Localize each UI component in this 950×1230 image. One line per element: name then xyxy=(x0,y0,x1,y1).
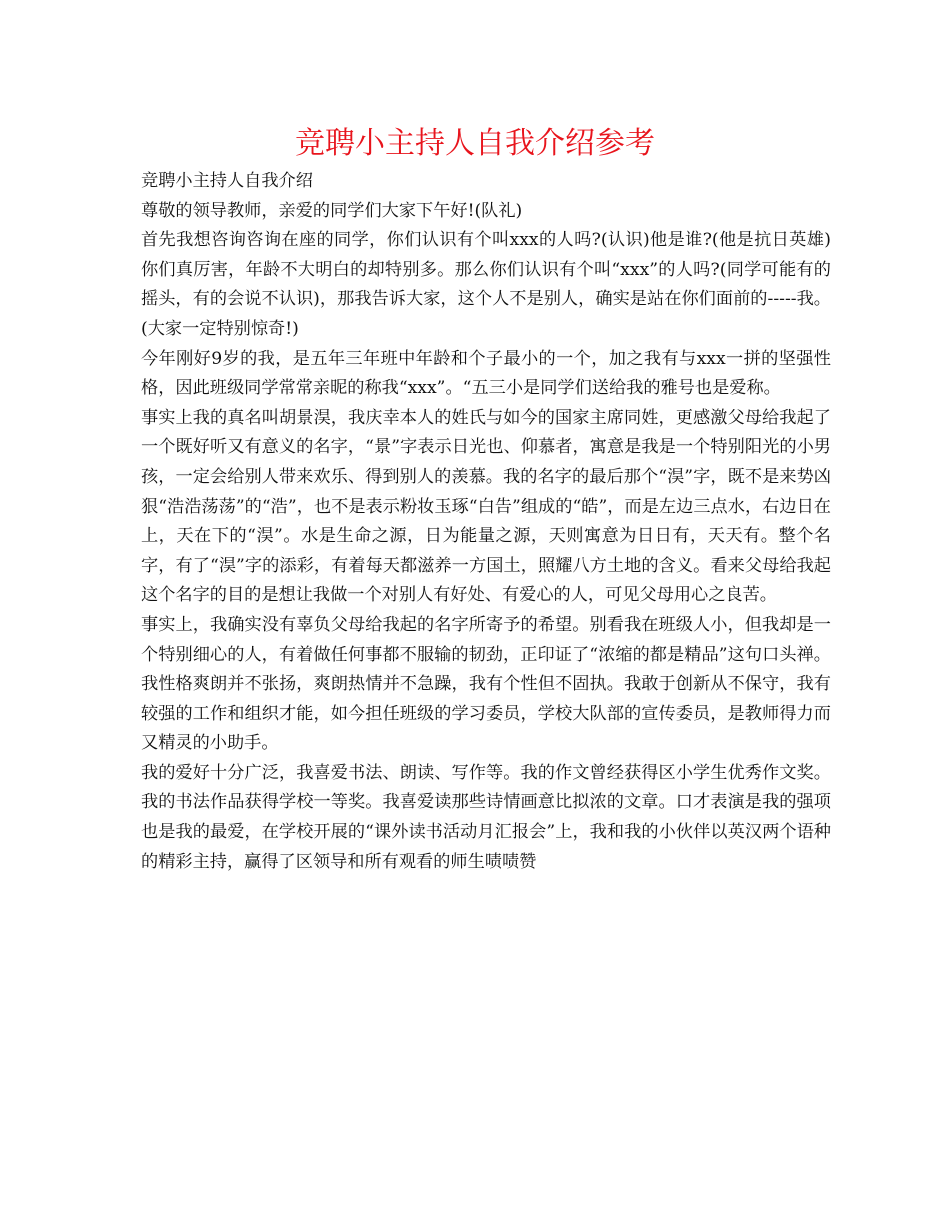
paragraph-greeting: 尊敬的领导教师，亲爱的同学们大家下午好!(队礼) xyxy=(141,200,523,221)
paragraph-hobbies: 我的爱好十分广泛，我喜爱书法、朗读、写作等。我的作文曾经获得区小学生优秀作文奖。我的书法作品获得学校一等奖。我喜爱读那些诗情画意比拟浓的文章。口才表演是我的强项也是我的最爱，在学校开展的“课外读书活动月汇报会”上，我和我的小伙伴以英汉两个语种的精彩主持，赢得了区领导和所有观看的师生啧啧赞 xyxy=(141,762,831,872)
document-body xyxy=(141,167,831,877)
document-title: 竞聘小主持人自我介绍参考 xyxy=(295,126,655,161)
paragraph-character: 事实上，我确实没有辜负父母给我起的名字所寄予的希望。别看我在班级人小，但我却是一个特别细心的人，有着做任何事都不服输的韧劲，正印证了“浓缩的都是精品”这句口头禅。我性格爽朗并不张扬，爽朗热情并不急躁，我有个性但不固执。我敢于创新从不保守，我有较强的工作和组织才能，如今担任班级的学习委员，学校大队部的宣传委员，是教师得力而又精灵的小助手。 xyxy=(141,614,831,754)
paragraph-age: 今年刚好9岁的我，是五年三年班中年龄和个子最小的一个，加之我有与xxx一拼的坚强性格，因此班级同学常常亲昵的称我“xxx”。“五三小是同学们送给我的雅号也是爱称。 xyxy=(141,348,831,399)
paragraph-question: 首先我想咨询咨询在座的同学，你们认识有个叫xxx的人吗?(认识)他是谁?(他是抗日英雄)你们真厉害，年龄不大明白的却特别多。那么你们认识有个叫“xxx”的人吗?(同学可能有的摇头，有的会说不认识)，那我告诉大家，这个人不是别人，确实是站在你们面前的-----我。(大家一定特别惊奇!) xyxy=(141,230,831,339)
paragraph-heading: 竞聘小主持人自我介绍 xyxy=(141,171,313,191)
paragraph-name: 事实上我的真名叫胡景淏，我庆幸本人的姓氏与如今的国家主席同姓，更感激父母给我起了一个既好听又有意义的名字，“景”字表示日光也、仰慕者，寓意是我是一个特别阳光的小男孩，一定会给别人带来欢乐、得到别人的羡慕。我的名字的最后那个“淏”字，既不是来势凶狠“浩浩荡荡”的“浩”，也不是表示粉妆玉琢“白告”组成的“皓”，而是左边三点水，右边日在上，天在下的“淏”。水是生命之源，日为能量之源，天则寓意为日日有，天天有。整个名字，有了“淏”字的添彩，有着每天都滋养一方国土，照耀八方土地的含义。看来父母给我起这个名字的目的是想让我做一个对别人有好处、有爱心的人，可见父母用心之良苦。 xyxy=(141,407,831,606)
